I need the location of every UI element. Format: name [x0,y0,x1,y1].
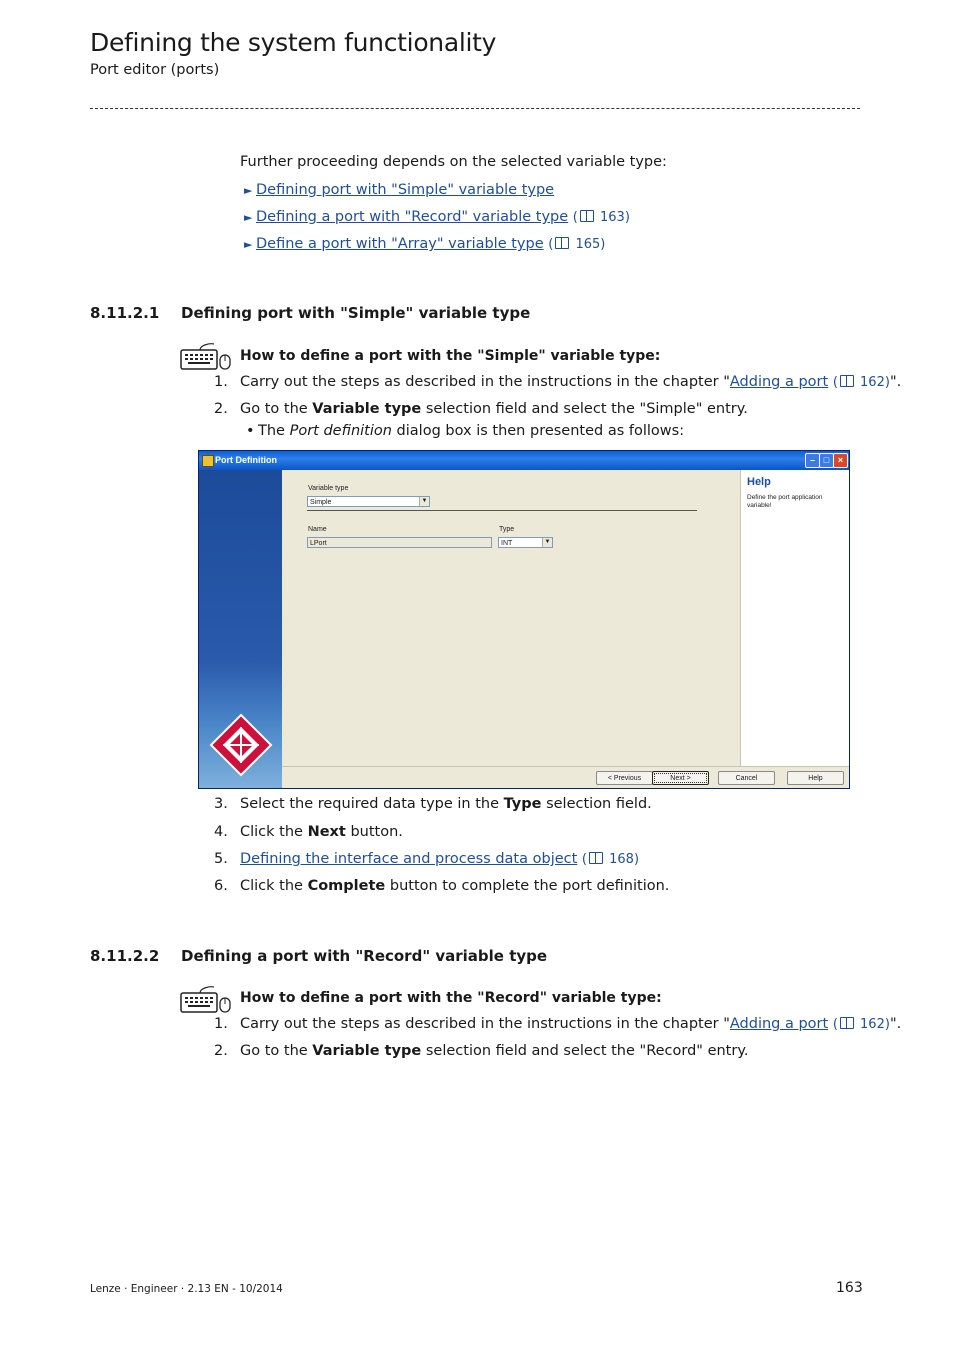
divider [307,510,697,511]
step-bold: Type [503,796,542,812]
list-item [214,796,652,812]
dialog-titlebar [199,451,849,470]
howto-heading: How to define a port with the "Simple" variable type: [240,348,661,364]
next-button[interactable]: Next > [652,771,709,785]
step-number: 2. [214,401,228,417]
step-number: 6. [214,878,228,894]
step-text: selection field and select the "Simple" entry. [421,401,748,417]
help-button[interactable]: Help [787,771,844,785]
list-item [214,878,669,894]
page-title: Defining the system functionality [90,28,497,57]
wizard-button-bar [282,766,849,789]
section-title: Defining a port with "Record" variable type [181,947,548,965]
wizard-side-banner [199,470,282,788]
footer-text: Lenze · Engineer · 2.13 EN - 10/2014 [90,1283,283,1295]
maximize-icon[interactable]: □ [819,453,834,468]
link-interface-process-data[interactable]: Defining the interface and process data object [240,851,578,867]
book-icon [840,1017,854,1029]
step-number: 2. [214,1043,228,1059]
link-record-variable-type[interactable]: Defining a port with "Record" variable type [256,209,569,225]
step-text: Carry out the steps as described in the instructions in the chapter " [240,1016,730,1032]
link-adding-a-port[interactable]: Adding a port [729,1016,829,1032]
page-subtitle: Port editor (ports) [90,62,220,78]
triangle-right-icon: ► [244,211,253,224]
list-item [214,374,901,390]
help-text: Define the port application variable! [747,494,823,509]
previous-button[interactable]: < Previous [596,771,653,785]
step-number: 3. [214,796,228,812]
step-number: 5. [214,851,228,867]
intro-link-item [244,209,630,225]
page-reference[interactable]: ( 162) [832,375,890,390]
step-text: selection field and select the "Record" entry. [421,1043,749,1059]
wizard-main-pane [282,470,740,766]
bullet-item [246,423,684,439]
link-simple-variable-type[interactable]: Defining port with "Simple" variable type [256,182,555,198]
list-item [214,1043,748,1059]
step-bold: Variable type [312,1043,422,1059]
step-bold: Variable type [312,401,422,417]
list-item [214,851,639,867]
page-reference[interactable]: ( 163) [572,210,630,225]
step-text: selection field. [541,796,652,812]
header-divider [90,108,860,109]
variable-type-label: Variable type [308,485,349,492]
name-label: Name [308,526,327,533]
page-reference[interactable]: ( 168) [581,852,640,867]
step-text: The [258,423,290,439]
step-text: ". [889,374,902,390]
step-text: Click the [240,824,308,840]
section-title: Defining port with "Simple" variable type [181,304,531,322]
lenze-logo-icon [209,713,273,777]
step-text: button to complete the port definition. [385,878,670,894]
link-array-variable-type[interactable]: Define a port with "Array" variable type [256,236,544,252]
step-bold: Complete [307,878,386,894]
page-reference[interactable]: ( 162) [832,1017,890,1032]
keyboard-mouse-icon [180,341,232,371]
minimize-icon[interactable]: – [805,453,820,468]
step-text: Go to the [240,401,313,417]
dialog-title: Port Definition [215,455,277,465]
step-number: 1. [214,374,228,390]
select-value: INT [501,540,513,547]
select-value: Simple [310,499,332,506]
intro-text: Further proceeding depends on the selected variable type: [240,154,667,170]
book-icon [555,237,569,249]
link-adding-a-port[interactable]: Adding a port [729,374,829,390]
app-icon [202,455,214,467]
port-definition-dialog [198,450,850,789]
type-select[interactable] [498,537,553,548]
page-number: 163 [836,1280,863,1296]
help-pane [740,470,850,766]
step-number: 4. [214,824,228,840]
keyboard-mouse-icon [180,984,232,1014]
close-icon[interactable]: × [833,453,848,468]
triangle-right-icon: ► [244,184,253,197]
variable-type-select[interactable] [307,496,430,507]
step-text: button. [345,824,403,840]
step-text: ". [889,1016,902,1032]
section-number: 8.11.2.1 [90,304,160,322]
intro-link-item [244,236,605,252]
book-icon [589,852,603,864]
step-number: 1. [214,1016,228,1032]
step-text: Click the [240,878,308,894]
section-number: 8.11.2.2 [90,947,160,965]
step-text: Select the required data type in the [240,796,504,812]
list-item [214,1016,901,1032]
howto-heading: How to define a port with the "Record" variable type: [240,990,662,1006]
triangle-right-icon: ► [244,238,253,251]
intro-link-item [244,182,554,198]
page-reference[interactable]: ( 165) [548,237,606,252]
book-icon [580,210,594,222]
step-italic: Port definition [289,423,392,439]
step-text: Go to the [240,1043,313,1059]
cancel-button[interactable]: Cancel [718,771,775,785]
type-label: Type [499,526,515,533]
chevron-down-icon: ▼ [419,497,429,506]
step-bold: Next [307,824,346,840]
section-heading [90,947,547,965]
list-item [214,824,403,840]
list-item [214,401,748,417]
section-heading [90,304,530,322]
book-icon [840,375,854,387]
step-text: dialog box is then presented as follows: [391,423,685,439]
help-title: Help [747,476,771,488]
step-text: Carry out the steps as described in the instructions in the chapter " [240,374,730,390]
chevron-down-icon: ▼ [542,538,552,547]
bullet-icon: • [246,423,255,439]
name-field[interactable]: LPort [307,537,492,548]
